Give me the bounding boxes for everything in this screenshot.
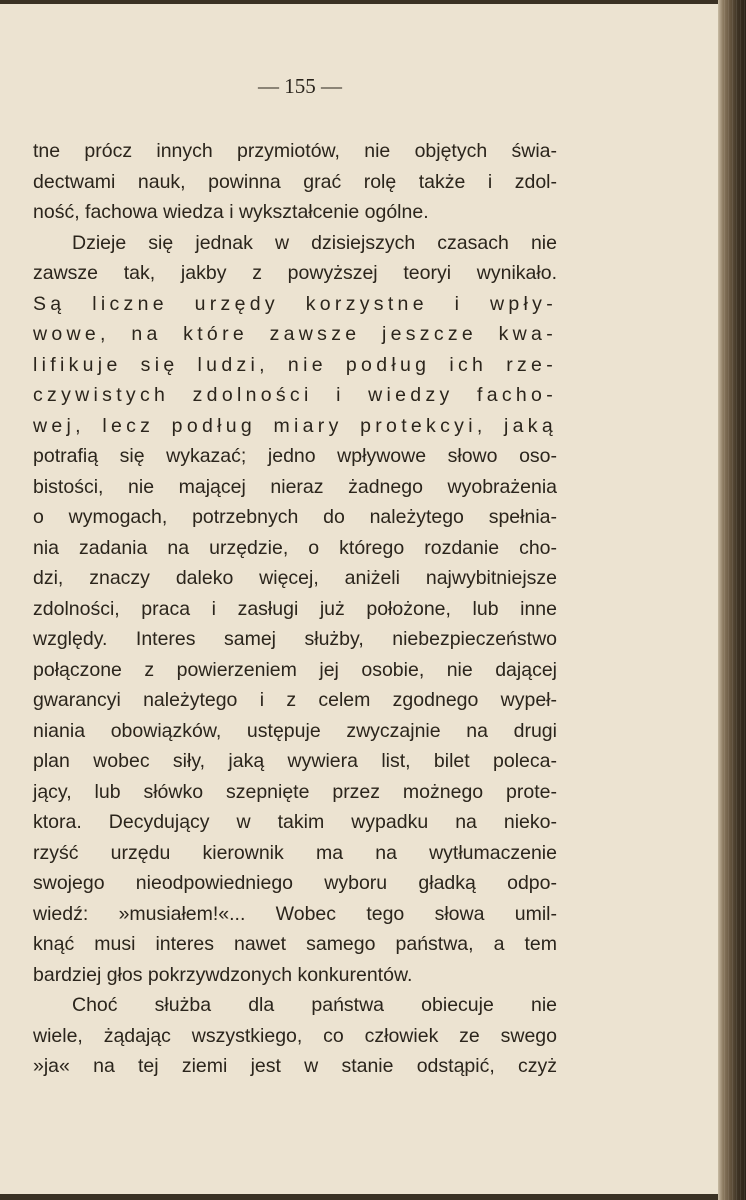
text-line: tne prócz innych przymiotów, nie objętych świa-	[33, 140, 557, 162]
text-line: wiedź: »musiałem!«... Wobec tego słowa umil-	[33, 902, 557, 925]
page-bottom-edge	[0, 1194, 718, 1200]
spaced-text-line: Są liczne urzędy korzystne i wpły-	[33, 292, 557, 315]
paragraph-start-line: Choć służba dla państwa obiecuje nie	[72, 994, 557, 1016]
paragraph-start-line: Dzieje się jednak w dzisiejszych czasach nie	[72, 231, 557, 254]
spaced-text-line: czywistych zdolności i wiedzy facho-	[33, 384, 557, 406]
text-line: połączone z powierzeniem jej osobie, nie dającej	[33, 658, 557, 681]
text-line: jący, lub słówko szepnięte przez możnego prote-	[33, 780, 557, 803]
text-line: względy. Interes samej służby, niebezpieczeństwo	[33, 628, 557, 650]
text-line: plan wobec siły, jaką wywiera list, bilet poleca-	[33, 750, 557, 772]
text-line: niania obowiązków, ustępuje zwyczajnie na drugi	[33, 719, 557, 742]
spaced-text-line: lifikuje się ludzi, nie podług ich rze-	[33, 353, 557, 376]
page-top-edge	[0, 0, 718, 4]
text-line: wiele, żądając wszystkiego, co człowiek ze swego	[33, 1024, 557, 1047]
text-line: nia zadania na urzędzie, o którego rozdanie cho-	[33, 536, 557, 559]
text-line: potrafią się wykazać; jedno wpływowe słowo oso-	[33, 445, 557, 467]
text-line: swojego nieodpowiedniego wyboru gładką odpo-	[33, 872, 557, 894]
text-line: bardziej głos pokrzywdzonych konkurentów.	[33, 963, 413, 986]
text-line: zawsze tak, jakby z powyższej teoryi wynikało.	[33, 262, 557, 284]
page-edges	[724, 0, 746, 1200]
text-line: knąć musi interes nawet samego państwa, a tem	[33, 933, 557, 955]
text-line: dzi, znaczy daleko więcej, aniżeli najwybitniejsze	[33, 567, 557, 589]
text-line: ność, fachowa wiedza i wykształcenie ogólne.	[33, 201, 429, 223]
text-line: bistości, nie mającej nieraz żadnego wyobrażenia	[33, 475, 557, 498]
text-line: gwarancyi należytego i z celem zgodnego wypeł-	[33, 689, 557, 711]
text-line: o wymogach, potrzebnych do należytego spełnia-	[33, 506, 557, 528]
spaced-text-line: wowe, na które zawsze jeszcze kwa-	[33, 323, 557, 345]
text-line: rzyść urzędu kierownik ma na wytłumaczenie	[33, 841, 557, 864]
text-line: zdolności, praca i zasługi już położone, lub inne	[33, 597, 557, 620]
spaced-text-line: wej, lecz podług miary protekcyi, jaką	[33, 414, 557, 437]
text-line: »ja« na tej ziemi jest w stanie odstąpić, czyż	[33, 1055, 557, 1077]
text-line: ktora. Decydujący w takim wypadku na nieko-	[33, 811, 557, 833]
page-number: — 155 —	[258, 74, 342, 98]
text-line: dectwami nauk, powinna grać rolę także i zdol-	[33, 170, 557, 193]
